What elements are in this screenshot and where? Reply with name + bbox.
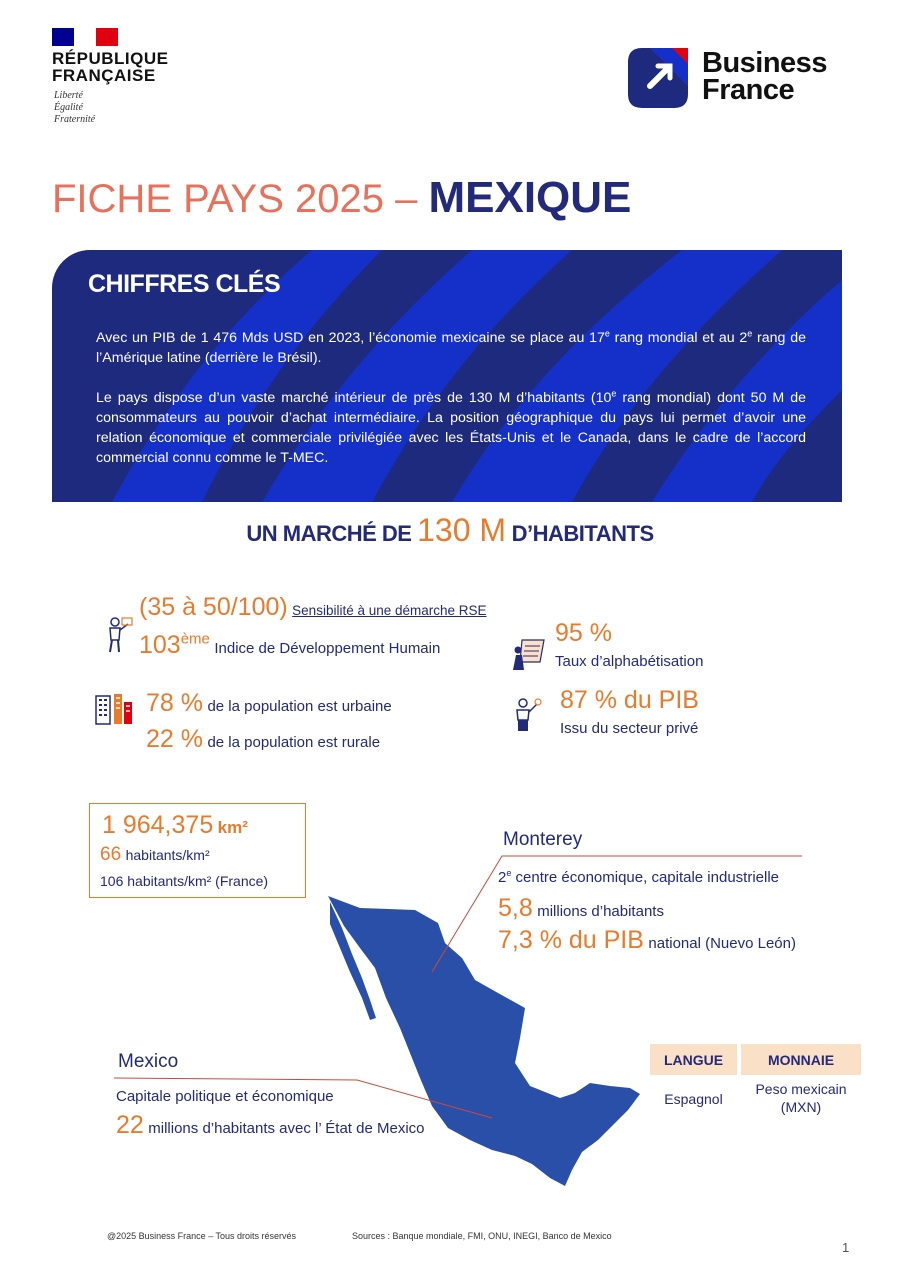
area-info-box (89, 803, 306, 898)
currency-header: MONNAIE (741, 1044, 861, 1075)
business-france-mark-icon (628, 48, 688, 108)
monterey-pop-value: 5,8 (498, 894, 533, 922)
rse-value: (35 à 50/100) (139, 593, 288, 621)
monterey-rank: 2e centre économique, capitale industrielle (498, 868, 780, 886)
density-label: habitants/km² (125, 847, 210, 863)
key-figures-paragraph-1: Avec un PIB de 1 476 Mds USD en 2023, l’économie mexicaine se place au 17e rang mondial et au 2e rang de l’Amérique latine (derrière le Brésil). (96, 328, 806, 366)
market-heading: UN MARCHÉ DE 130 M D’HABITANTS (246, 512, 654, 548)
area-value: 1 964,375 (102, 811, 214, 839)
monterey-name: Monterey (503, 829, 583, 850)
worker-person-icon (513, 696, 543, 732)
monterey-pop-row (498, 893, 664, 923)
private-value: 87 % du PIB (560, 686, 699, 714)
key-figures-panel (52, 250, 842, 502)
density-value: 66 (100, 844, 122, 865)
mexico-pop-row (116, 1110, 425, 1140)
rse-row (139, 592, 487, 622)
rural-value: 22 % (146, 725, 203, 753)
france-density: 106 habitants/km² (France) (100, 873, 269, 889)
key-figures-paragraph-2: Le pays dispose d’un vaste marché intérieur de près de 130 M d’habitants (10e rang mondial) dont 50 M de consommateurs au pouvoir d’achat intermédiaire. La position géographique du pays lui permet d’avoir une relation économique et commerciale privilégiée avec les États-Unis et le Canada, dans le cadre de l’accord commercial connu comme le T-MEC. (96, 388, 806, 466)
page-title: FICHE PAYS 2025 – MEXIQUE (52, 173, 632, 222)
mexico-pop-value: 22 (116, 1111, 144, 1139)
mexico-name: Mexico (118, 1051, 179, 1072)
urban-value: 78 % (146, 689, 203, 717)
city-buildings-icon (94, 692, 134, 726)
monterey-pop-label: millions d’habitants (537, 903, 664, 920)
mexico-desc: Capitale politique et économique (116, 1088, 334, 1105)
monterey-gdp-label: national (Nuevo León) (648, 935, 796, 952)
area-unit: km² (217, 818, 248, 837)
language-value: Espagnol (664, 1091, 723, 1107)
business-france-logo (626, 46, 846, 112)
idh-label: Indice de Développement Humain (214, 640, 441, 657)
mexico-pop-label: millions d’habitants avec l’ État de Mexico (148, 1120, 425, 1137)
area-row (102, 810, 248, 840)
person-presenting-icon (104, 616, 134, 654)
key-figures-heading: CHIFFRES CLÉS (88, 270, 281, 298)
rural-row (146, 724, 380, 754)
rse-label: Sensibilité à une démarche RSE (292, 603, 487, 618)
private-label: Issu du secteur privé (560, 720, 699, 737)
monterey-gdp-value: 7,3 % du PIB (498, 926, 644, 954)
page-number: 1 (842, 1240, 850, 1255)
footer-sources: Sources : Banque mondiale, FMI, ONU, INEGI, Banco de Mexico (352, 1231, 612, 1241)
rf-name: RÉPUBLIQUE FRANÇAISE (52, 49, 169, 85)
idh-row (139, 630, 440, 660)
literacy-value: 95 % (555, 619, 612, 647)
literacy-label: Taux d’alphabétisation (555, 653, 704, 670)
french-flag-icon (52, 28, 118, 46)
currency-value: Peso mexicain (MXN) (755, 1081, 847, 1115)
idh-value: 103ème (139, 630, 210, 659)
business-france-text: Business France (702, 47, 827, 106)
urban-label: de la population est urbaine (207, 698, 392, 715)
urban-row (146, 688, 392, 718)
language-header: LANGUE (650, 1044, 737, 1075)
density-row (100, 844, 210, 866)
rf-motto: Liberté Égalité Fraternité (54, 90, 96, 125)
republique-francaise-logo (52, 28, 222, 128)
reading-person-icon (510, 636, 546, 672)
monterey-gdp-row (498, 925, 796, 955)
rural-label: de la population est rurale (207, 734, 381, 751)
footer-copyright: @2025 Business France – Tous droits réservés (107, 1231, 297, 1241)
